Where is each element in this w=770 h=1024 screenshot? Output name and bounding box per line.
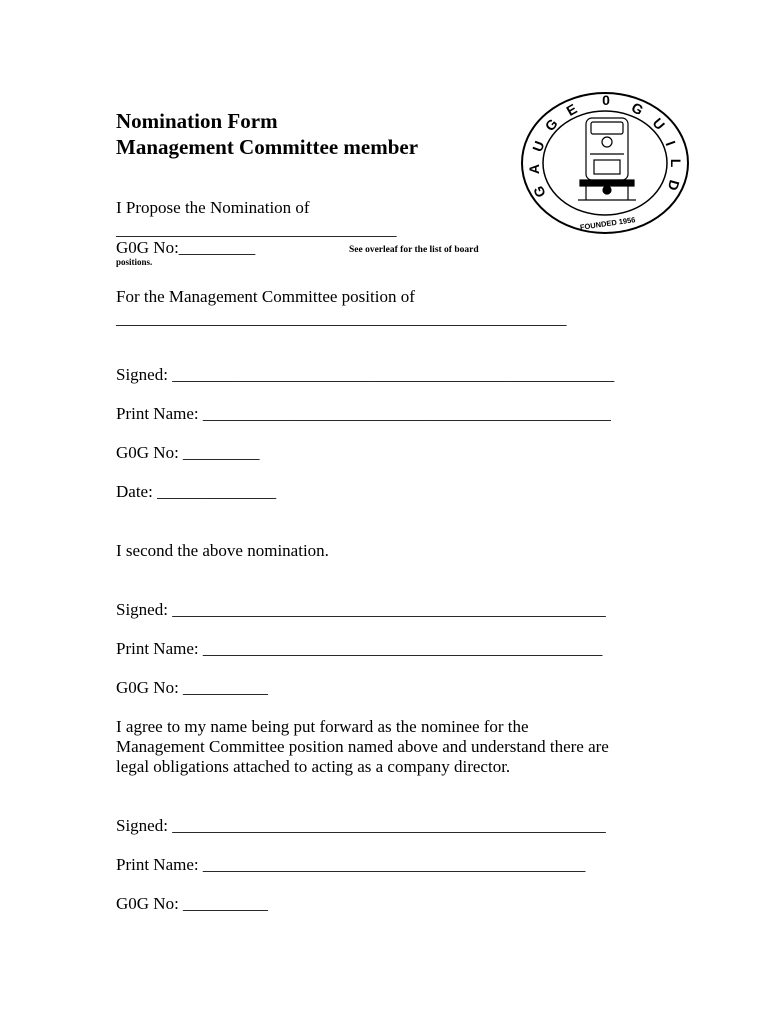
svg-text:U: U (529, 138, 548, 154)
propose-label: I Propose the Nomination of (116, 198, 310, 217)
position-line[interactable]: _____________________________________________________ (116, 309, 567, 328)
proposer-signed-line[interactable]: Signed: ____________________________________________________ (116, 365, 615, 384)
seconder-gog-line[interactable]: G0G No: __________ (116, 678, 269, 697)
board-positions-note: See overleaf for the list of board (349, 245, 479, 255)
logo-founded-text: FOUNDED 1956 (579, 215, 636, 232)
svg-text:A: A (526, 163, 542, 175)
seconder-signed-line[interactable]: Signed: ___________________________________________________ (116, 600, 606, 619)
nominee-name-line[interactable]: _________________________________ (116, 220, 397, 239)
svg-text:G: G (628, 99, 647, 119)
svg-text:I: I (662, 138, 679, 148)
svg-text:D: D (664, 178, 683, 193)
gauge-o-guild-logo (520, 90, 690, 240)
proposer-print-name-line[interactable]: Print Name: ________________________________________________ (116, 404, 611, 423)
nominee-print-name-line[interactable]: Print Name: _____________________________________________ (116, 855, 586, 874)
nominee-gog-line[interactable]: G0G No:_________ (116, 238, 256, 257)
nominee-signed-line[interactable]: Signed: ___________________________________________________ (116, 816, 606, 835)
agreement-text-3: legal obligations attached to acting as a company director. (116, 757, 511, 776)
form-title: Nomination Form (116, 109, 278, 133)
position-label: For the Management Committee position of (116, 287, 415, 306)
seconder-print-name-line[interactable]: Print Name: _______________________________________________ (116, 639, 603, 658)
form-subtitle: Management Committee member (116, 135, 419, 159)
board-positions-note-cont: positions. (116, 257, 153, 267)
proposer-gog-line[interactable]: G0G No: _________ (116, 443, 260, 462)
svg-text:E: E (563, 100, 580, 119)
seconder-heading: I second the above nomination. (116, 541, 329, 560)
agreement-text-2: Management Committee position named above and understand there are (116, 737, 609, 756)
svg-text:L: L (668, 158, 684, 168)
agreement-text-1: I agree to my name being put forward as the nominee for the (116, 717, 529, 736)
proposer-date-line[interactable]: Date: ______________ (116, 482, 277, 501)
logo-digit: 0 (602, 92, 610, 108)
svg-text:G: G (529, 183, 549, 200)
svg-text:U: U (649, 114, 669, 133)
locomotive-front-icon (578, 118, 636, 200)
nominee-gog-line[interactable]: G0G No: __________ (116, 894, 269, 913)
svg-text:G: G (541, 115, 561, 135)
